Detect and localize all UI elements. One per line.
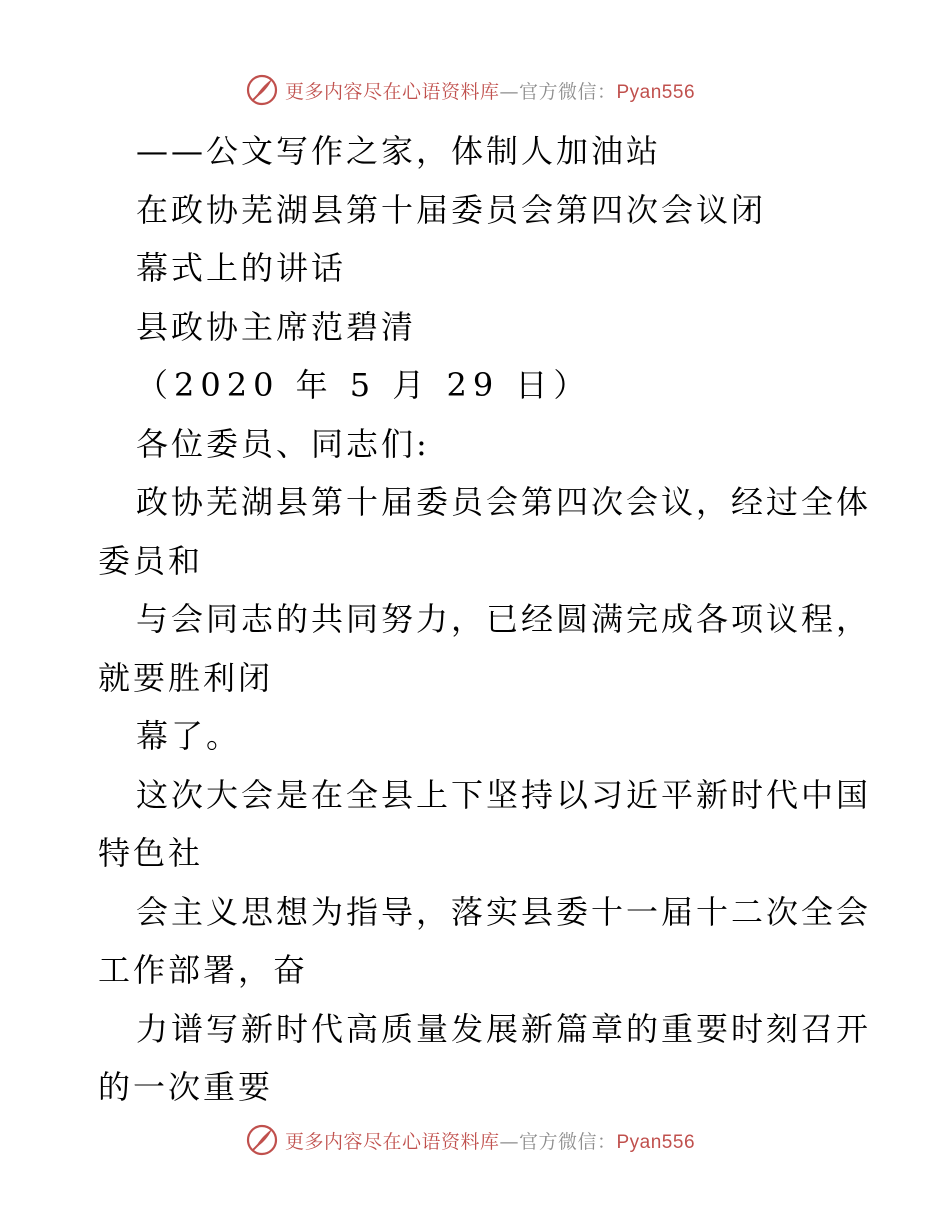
paragraph-line: 特色社 [98, 834, 204, 872]
paragraph-line: 力谱写新时代高质量发展新篇章的重要时刻召开 [136, 1009, 872, 1048]
title-line-2: 幕式上的讲话 [136, 249, 347, 287]
paragraph-line: 的一次重要 [98, 1068, 274, 1106]
quill-circle-icon [245, 73, 279, 107]
header-banner [0, 70, 950, 110]
quill-circle-icon [245, 1123, 279, 1157]
paragraph-line: 就要胜利闭 [98, 658, 274, 697]
speaker: 县政协主席范碧清 [136, 307, 417, 346]
footer-banner-text [285, 1127, 695, 1154]
paragraph-line: 与会同志的共同努力，已经圆满完成各项议程， [136, 600, 872, 638]
banner-main-text: 更多内容尽在心语资料库 [284, 1130, 500, 1153]
banner-official-text: —官方微信： [499, 1130, 617, 1153]
paragraph-line: 政协芜湖县第十届委员会第四次会议，经过全体 [136, 483, 872, 521]
banner-main-text: 更多内容尽在心语资料库 [284, 80, 500, 103]
paragraph-line: 幕了。 [136, 717, 242, 755]
footer-banner [0, 1120, 950, 1160]
paragraph-line: 这次大会是在全县上下坚持以习近平新时代中国 [136, 775, 872, 814]
footer-banner-inner [245, 1123, 695, 1157]
speech-date: （2020 年 5 月 29 日） [136, 366, 592, 404]
banner-wechat-id: Pyan556 [616, 1131, 696, 1153]
salutation: 各位委员、同志们: [136, 424, 430, 463]
title-line-1: 在政协芜湖县第十届委员会第四次会议闭 [136, 190, 767, 229]
header-banner-inner [245, 73, 695, 107]
banner-wechat-id: Pyan556 [616, 81, 696, 103]
banner-official-text: —官方微信： [499, 80, 617, 103]
tagline: ——公文写作之家，体制人加油站 [136, 132, 662, 170]
paragraph-line: 委员和 [98, 541, 204, 580]
paragraph-line: 会主义思想为指导，落实县委十一届十二次全会 [136, 892, 872, 931]
paragraph-line: 工作部署，奋 [98, 951, 309, 989]
header-banner-text [285, 77, 695, 104]
document-body [98, 122, 872, 1117]
